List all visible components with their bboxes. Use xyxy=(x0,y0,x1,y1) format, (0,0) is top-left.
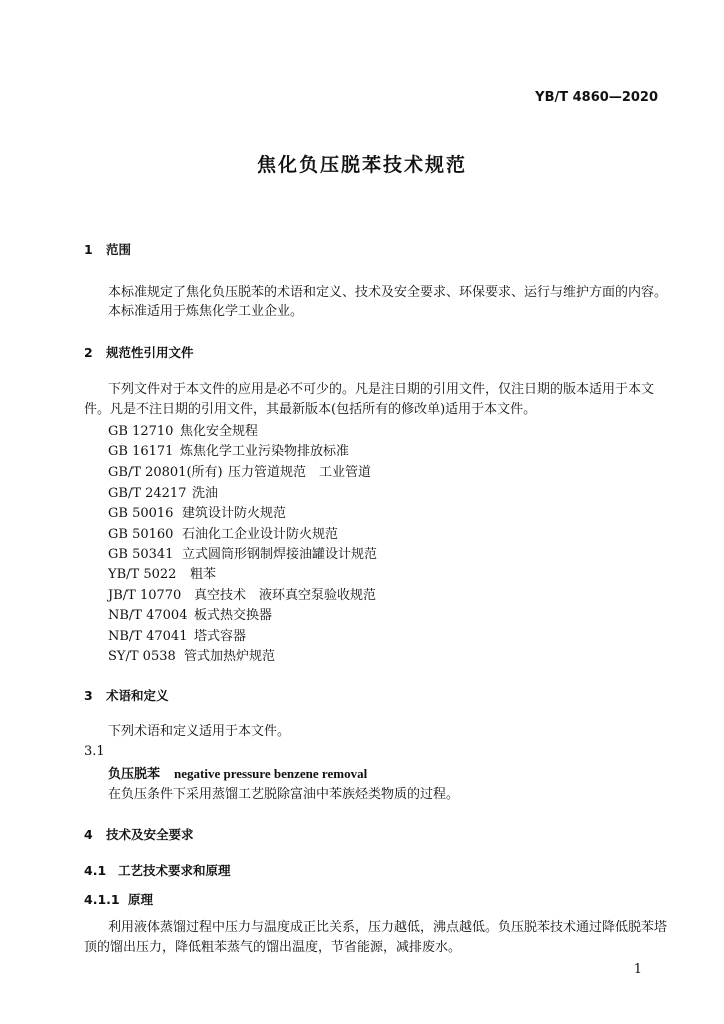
section-number: 4 xyxy=(84,827,93,842)
reference-name: 真空技术 液环真空泵验收规范 xyxy=(194,588,377,603)
reference-item xyxy=(108,440,349,459)
reference-name: 压力管道规范 工业管道 xyxy=(228,465,372,480)
reference-code: GB 16171 xyxy=(108,444,174,459)
section-2-intro-line-1: 下列文件对于本文件的应用是必不可少的。凡是注日期的引用文件，仅注日期的版本适用于本文 xyxy=(108,382,655,397)
reference-name: 立式圆筒形钢制焊接油罐设计规范 xyxy=(182,547,378,562)
section-4-heading xyxy=(84,825,194,843)
reference-code: JB/T 10770 xyxy=(108,588,182,603)
reference-code: GB 12710 xyxy=(108,424,174,439)
term-english: negative pressure benzene removal xyxy=(174,766,368,781)
reference-code: GB/T 24217 xyxy=(108,486,187,501)
reference-item xyxy=(108,523,338,542)
term-number: 3.1 xyxy=(84,744,105,759)
reference-name: 石油化工企业设计防火规范 xyxy=(182,527,339,542)
subsection-4-1-1-heading xyxy=(84,890,153,908)
reference-item xyxy=(108,502,286,521)
reference-name: 建筑设计防火规范 xyxy=(182,506,287,521)
section-number: 4.1 xyxy=(84,863,107,878)
section-title: 原理 xyxy=(128,892,154,907)
section-1-para-2: 本标准适用于炼焦化学工业企业。 xyxy=(108,304,304,319)
section-3-intro: 下列术语和定义适用于本文件。 xyxy=(108,724,291,739)
reference-code: GB 50341 xyxy=(108,547,174,562)
reference-code: NB/T 47004 xyxy=(108,608,188,623)
reference-code: YB/T 5022 xyxy=(108,567,177,582)
reference-item xyxy=(108,645,275,664)
reference-item xyxy=(108,420,258,439)
reference-name: 粗苯 xyxy=(190,567,217,582)
reference-item xyxy=(108,584,376,603)
principle-para-line-1: 利用液体蒸馏过程中压力与温度成正比关系，压力越低，沸点越低。负压脱苯技术通过降低脱苯塔 xyxy=(108,920,668,935)
section-title: 技术及安全要求 xyxy=(106,827,194,842)
reference-item xyxy=(108,482,218,501)
section-title: 工艺技术要求和原理 xyxy=(118,863,231,878)
reference-code: GB 50016 xyxy=(108,506,174,521)
section-title: 规范性引用文件 xyxy=(106,345,194,360)
section-title: 范围 xyxy=(106,242,132,257)
reference-code: SY/T 0538 xyxy=(108,649,176,664)
section-title: 术语和定义 xyxy=(106,688,169,703)
section-number: 2 xyxy=(84,345,93,360)
section-number: 4.1.1 xyxy=(84,892,120,907)
reference-name: 焦化安全规程 xyxy=(180,424,259,439)
page-number: 1 xyxy=(633,962,642,977)
reference-item xyxy=(108,563,216,582)
section-number: 1 xyxy=(84,242,93,257)
standard-code: YB/T 4860—2020 xyxy=(535,90,658,105)
reference-name: 炼焦化学工业污染物排放标准 xyxy=(180,444,350,459)
reference-code: GB/T 20801(所有) xyxy=(108,465,223,480)
term-definition: 在负压条件下采用蒸馏工艺脱除富油中苯族烃类物质的过程。 xyxy=(108,787,460,802)
reference-code: GB 50160 xyxy=(108,527,174,542)
section-2-intro-line-2: 件。凡是不注日期的引用文件，其最新版本(包括所有的修改单)适用于本文件。 xyxy=(84,402,537,417)
principle-para-line-2: 顶的馏出压力，降低粗苯蒸气的馏出温度，节省能源，减排废水。 xyxy=(84,940,462,955)
section-1-heading xyxy=(84,240,131,258)
reference-name: 管式加热炉规范 xyxy=(184,649,276,664)
subsection-4-1-heading xyxy=(84,861,231,879)
reference-name: 洗油 xyxy=(192,486,219,501)
term-chinese: 负压脱苯 xyxy=(108,767,161,782)
section-1-para-1: 本标准规定了焦化负压脱苯的术语和定义、技术及安全要求、环保要求、运行与维护方面的内容。 xyxy=(108,285,668,300)
reference-code: NB/T 47041 xyxy=(108,629,188,644)
reference-item xyxy=(108,543,377,562)
reference-name: 塔式容器 xyxy=(194,629,247,644)
section-number: 3 xyxy=(84,688,93,703)
term-entry xyxy=(108,764,367,785)
section-2-heading xyxy=(84,343,194,361)
reference-item xyxy=(108,604,272,623)
section-3-heading xyxy=(84,686,169,704)
reference-item xyxy=(108,461,371,480)
reference-name: 板式热交换器 xyxy=(194,608,273,623)
reference-item xyxy=(108,625,246,644)
document-title: 焦化负压脱苯技术规范 xyxy=(256,154,467,176)
